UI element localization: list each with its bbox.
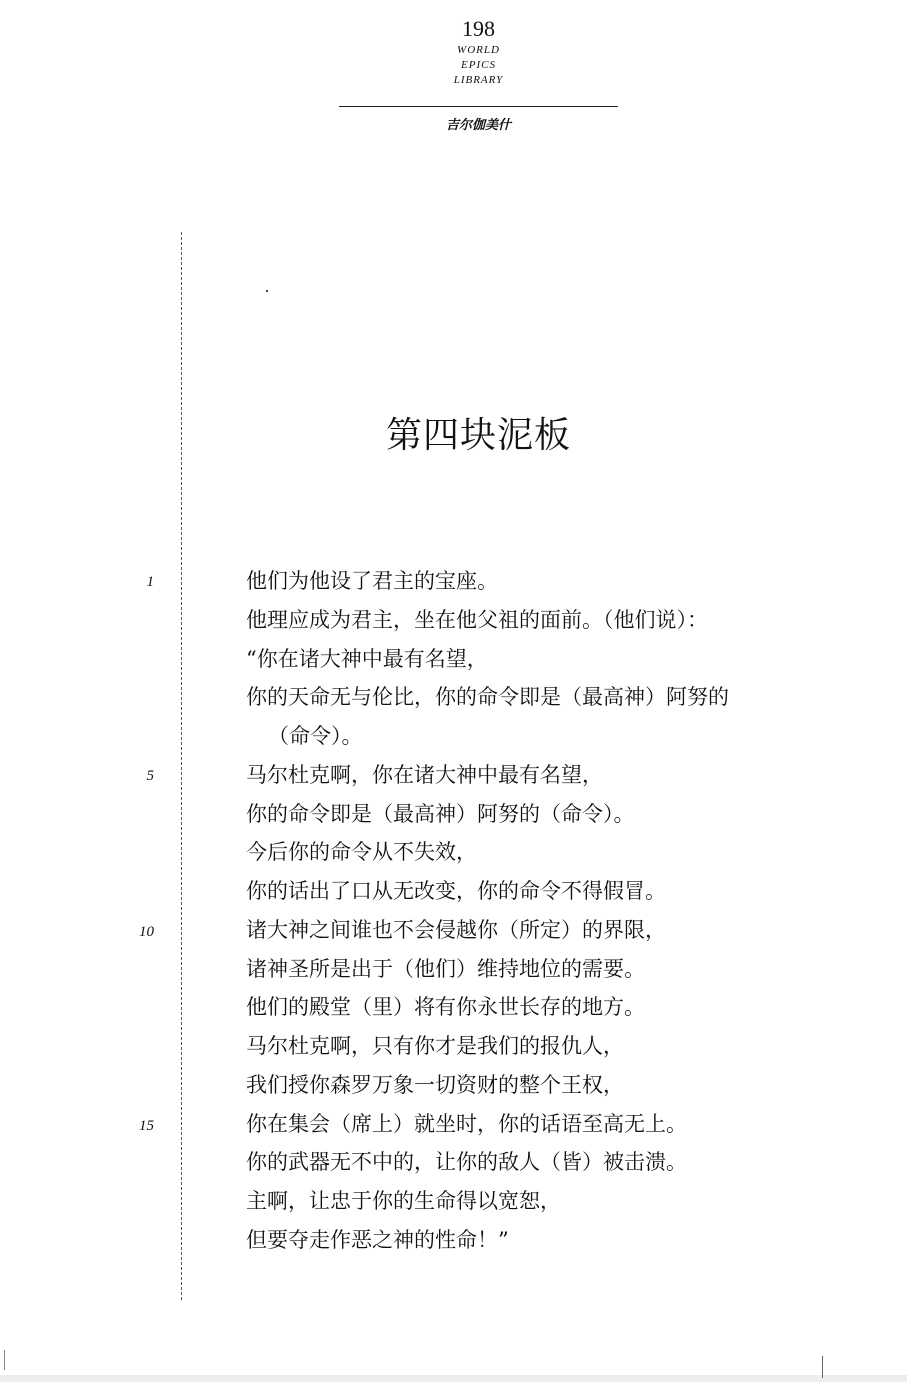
verse-line-continuation: （命令）。 <box>268 724 363 748</box>
series-line-world: WORLD <box>457 44 500 56</box>
verse-line: 你在集会（席上）就坐时，你的话语至高无上。 <box>246 1111 687 1136</box>
verse-line: 主啊，让忠于你的生命得以宽恕， <box>246 1189 561 1213</box>
header-rule <box>339 106 618 107</box>
verse-block <box>246 562 729 1260</box>
verse-line: 他理应成为君主，坐在他父祖的面前。（他们说）： <box>246 607 708 632</box>
verse-line: 马尔杜克啊，只有你才是我们的报仇人， <box>246 1034 624 1058</box>
line-number-15: 15 <box>139 1118 154 1134</box>
running-title: 吉尔伽美什 <box>445 118 511 133</box>
verse-line: 他们的殿堂（里）将有你永世长存的地方。 <box>246 995 645 1020</box>
verse-line: 诸神圣所是出于（他们）维持地位的需要。 <box>246 956 645 981</box>
verse-line: “你在诸大神中最有名望， <box>246 646 488 671</box>
line-number-1: 1 <box>146 574 154 590</box>
print-speck <box>266 290 268 292</box>
bottom-scan-strip <box>0 1375 907 1382</box>
corner-tick-left <box>4 1350 5 1370</box>
series-mark <box>0 43 907 88</box>
page-number: 198 <box>462 16 495 41</box>
verse-line: 你的话出了口从无改变，你的命令不得假冒。 <box>246 879 666 903</box>
verse-line: 我们授你森罗万象一切资财的整个王权， <box>246 1072 624 1097</box>
verse-line: 你的命令即是（最高神）阿努的（命令）。 <box>246 801 635 826</box>
verse-line: 但要夺走作恶之神的性命！” <box>246 1227 509 1252</box>
line-number-10: 10 <box>139 924 154 940</box>
series-line-epics: EPICS <box>461 59 496 71</box>
corner-tick-right <box>822 1356 823 1378</box>
verse-line: 你的武器无不中的，让你的敌人（皆）被击溃。 <box>246 1150 687 1175</box>
verse-line: 今后你的命令从不失效， <box>246 840 477 865</box>
chapter-title: 第四块泥板 <box>385 415 571 457</box>
line-number-5: 5 <box>146 768 154 784</box>
verse-line: 马尔杜克啊，你在诸大神中最有名望， <box>246 762 603 787</box>
verse-line: 他们为他设了君主的宝座。 <box>246 569 498 593</box>
verse-line: 诸大神之间谁也不会侵越你（所定）的界限， <box>246 917 666 942</box>
margin-rule <box>181 232 182 1300</box>
series-line-library: LIBRARY <box>453 74 504 86</box>
verse-line: 你的天命无与伦比，你的命令即是（最高神）阿努的 <box>246 685 729 710</box>
